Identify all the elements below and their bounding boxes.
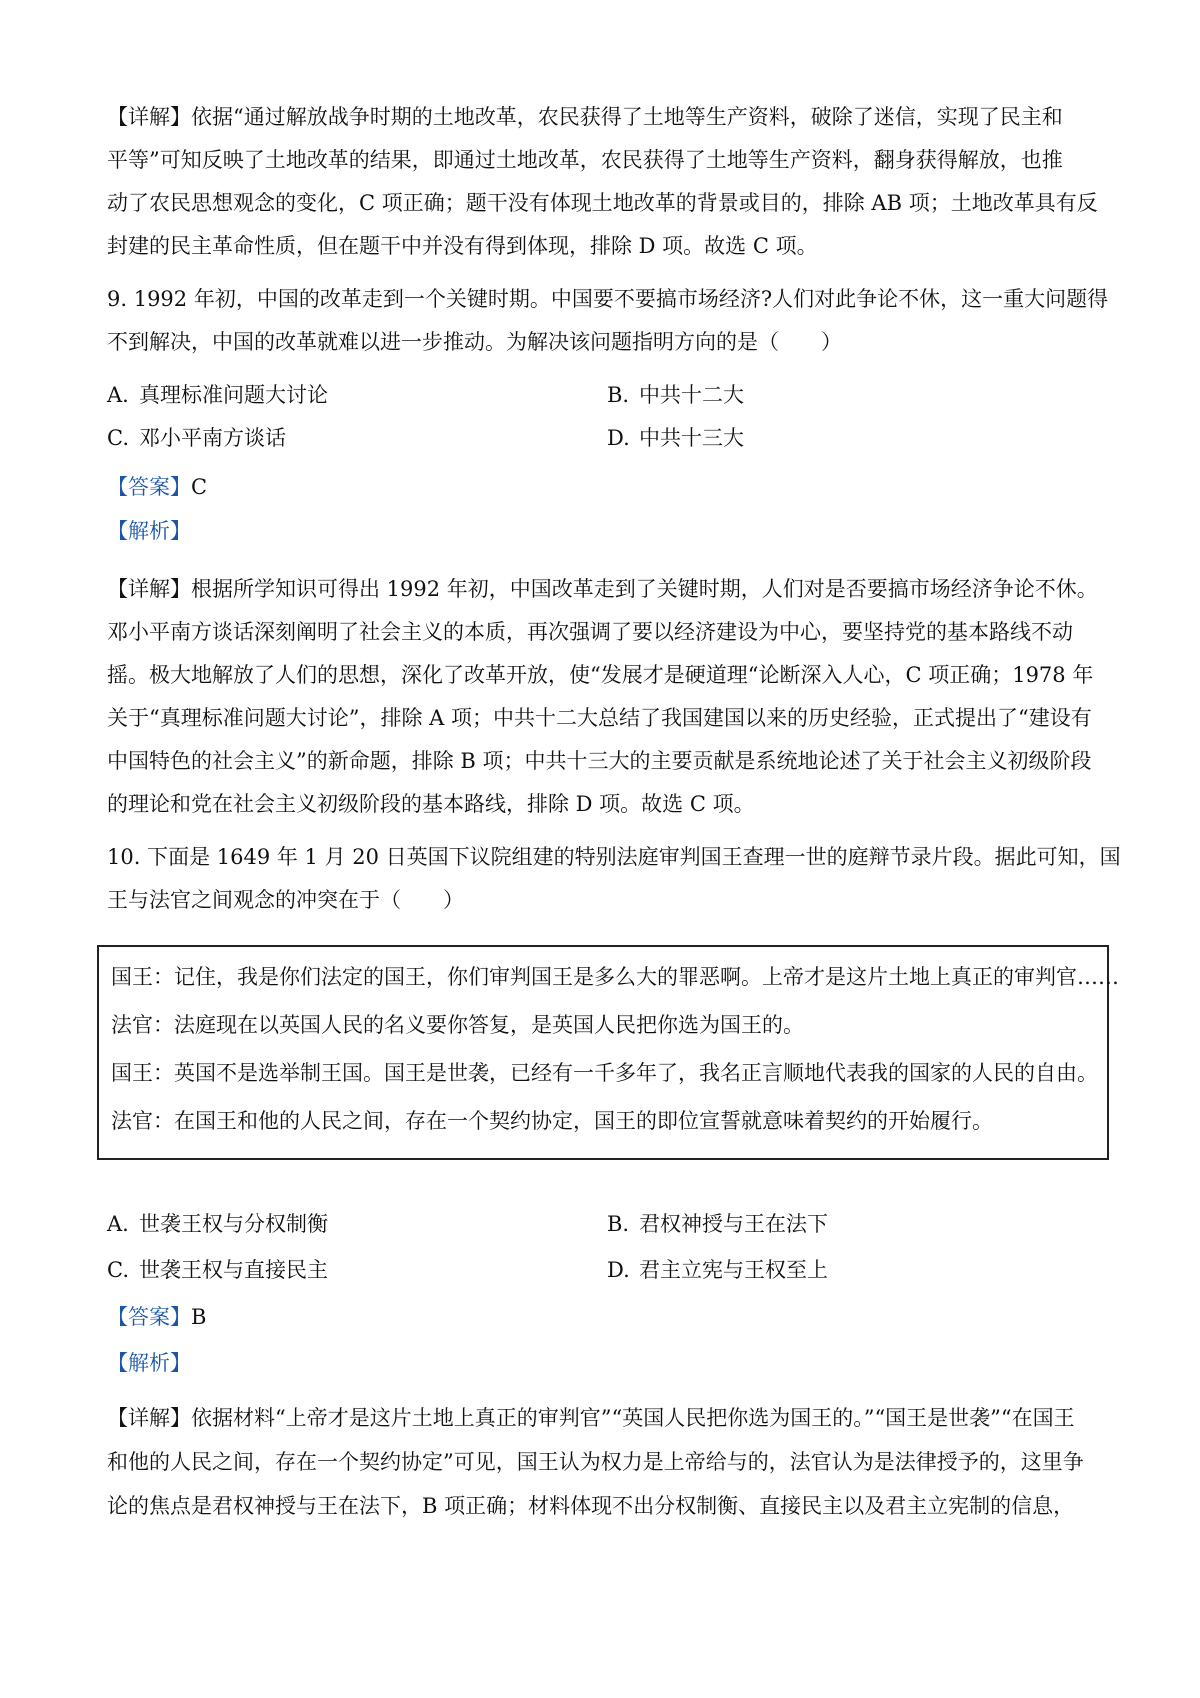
q10-detail-line: 和他的人民之间，存在一个契约协定”可见，国王认为权力是上帝给与的，法官认为是法律授予的，这里争: [107, 1450, 1084, 1474]
q9-detail-line: 中国特色的社会主义”的新命题，排除 B 项；中共十三大的主要贡献是系统地论述了关于社会主义初级阶段: [107, 749, 1092, 773]
question-10-stem: 10. 下面是 1649 年 1 月 20 日英国下议院组建的特别法庭审判国王查理一世的庭辩节录片段。据此可知，国: [107, 845, 1121, 869]
q9-detail-line: 的理论和党在社会主义初级阶段的基本路线，排除 D 项。故选 C 项。: [107, 792, 755, 816]
q10-answer: [107, 1296, 1107, 1338]
question-9-stem: 9. 1992 年初，中国的改革走到一个关键时期。中国要不要搞市场经济?人们对此争论不休，这一重大问题得: [107, 287, 1109, 311]
detail-line: 平等”可知反映了土地改革的结果，即通过土地改革，农民获得了土地等生产资料，翻身获得解放，也推: [107, 148, 1063, 172]
detail-tag: 【详解】: [107, 1406, 191, 1430]
q10-option-d[interactable]: D. 君主立宪与王权至上: [607, 1258, 828, 1282]
q10-detail-line: 论的焦点是君权神授与王在法下，B 项正确；材料体现不出分权制衡、直接民主以及君主立宪制的信息，: [107, 1494, 1075, 1518]
q9-detail: 【详解】根据所学知识可得出 1992 年初，中国改革走到了关键时期，人们对是否要搞市场经济争论不休。: [107, 577, 1098, 601]
question-10-stem-line: 王与法官之间观念的冲突在于（ ）: [107, 888, 464, 912]
detail-line: 动了农民思想观念的变化，C 项正确；题干没有体现土地改革的背景或目的，排除 AB 项；土地改革具有反: [107, 191, 1098, 215]
q10-option-a[interactable]: A. 世袭王权与分权制衡: [107, 1212, 328, 1236]
detail-paragraph: 【详解】依据“通过解放战争时期的土地改革，农民获得了土地等生产资料，破除了迷信，实现了民主和: [107, 105, 1063, 129]
q10-option-c[interactable]: C. 世袭王权与直接民主: [107, 1258, 328, 1282]
answer-value: B: [191, 1305, 207, 1329]
answer-tag: 【答案】: [107, 475, 191, 499]
detail-tag: 【详解】: [107, 105, 191, 129]
q9-analysis-tag: 【解析】: [107, 519, 191, 543]
question-9-stem-line: 不到解决，中国的改革就难以进一步推动。为解决该问题指明方向的是（ ）: [107, 330, 842, 354]
q9-option-d[interactable]: D. 中共十三大: [607, 426, 744, 450]
q9-option-b[interactable]: B. 中共十二大: [607, 383, 744, 407]
detail-line: 封建的民主革命性质，但在题干中并没有得到体现，排除 D 项。故选 C 项。: [107, 234, 818, 258]
q10-option-b[interactable]: B. 君权神授与王在法下: [607, 1212, 828, 1236]
dialogue-line: 法官：在国王和他的人民之间，存在一个契约协定，国王的即位宣誓就意味着契约的开始履行。: [111, 1109, 993, 1133]
q9-detail-line: 关于“真理标准问题大讨论”，排除 A 项；中共十二大总结了我国建国以来的历史经验，正式提出了“建设有: [107, 706, 1092, 730]
q9-option-c[interactable]: C. 邓小平南方谈话: [107, 426, 286, 450]
q9-answer: [107, 466, 1107, 508]
dialogue-line: 国王：记住，我是你们法定的国王，你们审判国王是多么大的罪恶啊。上帝才是这片土地上真正的审判官……: [111, 965, 1119, 989]
q9-detail-line: 邓小平南方谈话深刻阐明了社会主义的本质，再次强调了要以经济建设为中心，要坚持党的基本路线不动: [107, 620, 1073, 644]
answer-tag: 【答案】: [107, 1305, 191, 1329]
dialogue-line: 国王：英国不是选举制王国。国王是世袭，已经有一千多年了，我名正言顺地代表我的国家的人民的自由。: [111, 1061, 1098, 1085]
q9-option-a[interactable]: A. 真理标准问题大讨论: [107, 383, 328, 407]
q9-detail-line: 摇。极大地解放了人们的思想，深化了改革开放，使“发展才是硬道理“论断深入人心，C 项正确；1978 年: [107, 663, 1094, 687]
dialogue-line: 法官：法庭现在以英国人民的名义要你答复，是英国人民把你选为国王的。: [111, 1013, 804, 1037]
q10-analysis-tag: 【解析】: [107, 1351, 191, 1375]
detail-tag: 【详解】: [107, 577, 191, 601]
answer-value: C: [191, 475, 208, 499]
q10-detail: 【详解】依据材料“上帝才是这片土地上真正的审判官”“英国人民把你选为国王的。”“国王是世袭”“在国王: [107, 1406, 1075, 1430]
dialogue-box: [97, 945, 1119, 1160]
